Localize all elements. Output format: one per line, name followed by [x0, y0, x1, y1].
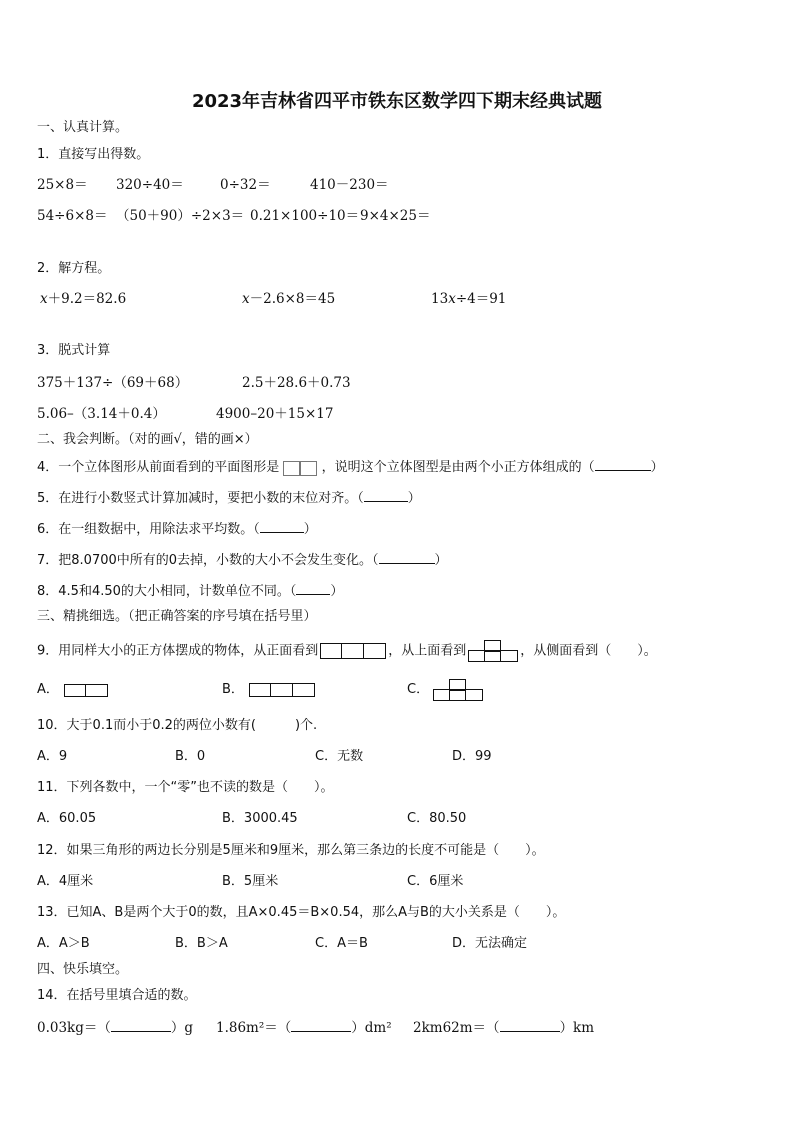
question-4	[37, 457, 664, 477]
coefficient: 13	[431, 291, 449, 307]
option-a[interactable]: A．	[37, 682, 59, 697]
fill-item-suffix: ）dm²	[351, 1020, 392, 1036]
answer-blank[interactable]	[379, 550, 435, 564]
equation-3	[431, 290, 506, 308]
step-calc-item: 375＋137÷（69＋68）	[37, 375, 189, 391]
answer-blank[interactable]	[595, 457, 651, 471]
fill-item-prefix: 0.03kg＝（	[37, 1020, 111, 1036]
answer-blank[interactable]	[296, 581, 330, 595]
option-c[interactable]: C．	[407, 682, 430, 697]
q12-option-a[interactable]: A．4厘米	[37, 874, 94, 889]
question-10: 10．大于0.1而小于0.2的两位小数有( )个.	[37, 718, 318, 733]
question-4-text-a: 4．一个立体图形从前面看到的平面图形是	[37, 460, 280, 475]
section-3-heading: 三、精挑细选。（把正确答案的序号填在括号里）	[37, 609, 317, 624]
equation-rest: －2.6×8＝45	[249, 291, 336, 307]
section-2-heading: 二、我会判断。（对的画√，错的画×）	[37, 432, 258, 447]
top-view-figure	[468, 640, 518, 662]
answer-blank[interactable]	[500, 1018, 560, 1032]
question-6-close: ）	[303, 522, 317, 537]
calc-item: 320÷40＝	[116, 177, 184, 193]
calc-item: （50＋90）÷2×3＝	[116, 208, 245, 224]
calc-item: 9×4×25＝	[360, 208, 431, 224]
fill-item-area	[216, 1018, 392, 1037]
answer-blank[interactable]	[111, 1018, 171, 1032]
variable-x: x	[448, 291, 456, 307]
fill-item-length	[413, 1018, 594, 1037]
variable-x: x	[242, 291, 250, 307]
q11-option-b[interactable]: B．3000.45	[222, 811, 298, 826]
question-6	[37, 519, 317, 539]
q13-option-b[interactable]: B．B＞A	[175, 936, 228, 951]
section-4-heading: 四、快乐填空。	[37, 962, 129, 977]
calc-item: 54÷6×8＝	[37, 208, 108, 224]
question-14: 14．在括号里填合适的数。	[37, 988, 197, 1003]
q11-option-a[interactable]: A．60.05	[37, 811, 97, 826]
q10-option-b[interactable]: B．0	[175, 749, 206, 764]
q10-option-c[interactable]: C．无数	[315, 749, 364, 764]
q10-option-d[interactable]: D．99	[452, 749, 492, 764]
question-9-text-a: 9．用同样大小的正方体摆成的物体，从正面看到	[37, 643, 319, 659]
option-b[interactable]: B．	[222, 682, 244, 697]
step-calc-item: 2.5＋28.6＋0.73	[242, 375, 351, 391]
question-5-close: ）	[407, 491, 421, 506]
variable-x: x	[40, 291, 48, 307]
fill-item-suffix: ）g	[170, 1020, 194, 1036]
calc-item: 25×8＝	[37, 177, 88, 193]
question-6-text: 6．在一组数据中，用除法求平均数。（	[37, 522, 260, 537]
question-4-text-b: ，说明这个立体图型是由两个小正方体组成的（	[321, 460, 595, 475]
option-c-figure	[433, 679, 483, 701]
question-2: 2．解方程。	[37, 261, 111, 276]
fill-item-mass	[37, 1018, 193, 1037]
calc-item: 410－230＝	[310, 177, 389, 193]
equation-rest: ＋9.2＝82.6	[47, 291, 127, 307]
question-12: 12．如果三角形的两边长分别是5厘米和9厘米，那么第三条边的长度不可能是（ ）。	[37, 843, 545, 858]
question-1: 1．直接写出得数。	[37, 147, 150, 162]
q11-option-c[interactable]: C．80.50	[407, 811, 467, 826]
q12-option-b[interactable]: B．5厘米	[222, 874, 279, 889]
equation-2	[242, 290, 335, 308]
question-7	[37, 550, 448, 570]
question-8-close: ）	[330, 584, 344, 599]
q12-option-c[interactable]: C．6厘米	[407, 874, 464, 889]
question-13: 13．已知A、B是两个大于0的数，且A×0.45＝B×0.54，那么A与B的大小关系是（ ）。	[37, 905, 566, 920]
option-b-figure	[249, 683, 315, 697]
q13-option-c[interactable]: C．A＝B	[315, 936, 368, 951]
question-9	[37, 640, 657, 662]
equation-rest: ÷4＝91	[455, 291, 507, 307]
question-11: 11．下列各数中，一个“零”也不读的数是（ ）。	[37, 780, 334, 795]
question-3: 3．脱式计算	[37, 343, 111, 358]
question-5-text: 5．在进行小数竖式计算加减时，要把小数的末位对齐。（	[37, 491, 364, 506]
step-calc-item: 4900–20＋15×17	[216, 406, 334, 422]
question-4-text-c: ）	[650, 460, 664, 475]
option-a-figure	[64, 684, 108, 696]
calc-item: 0÷32＝	[220, 177, 271, 193]
step-calc-item: 5.06–（3.14＋0.4）	[37, 406, 166, 422]
question-5	[37, 488, 421, 508]
fill-item-prefix: 1.86m²＝（	[216, 1020, 292, 1036]
answer-blank[interactable]	[291, 1018, 351, 1032]
two-squares-figure	[283, 461, 317, 475]
question-9-text-b: ，从上面看到	[388, 643, 467, 659]
page-title: 2023年吉林省四平市铁东区数学四下期末经典试题	[191, 91, 603, 112]
calc-item: 0.21×100÷10＝	[250, 208, 360, 224]
equation-1	[40, 290, 126, 308]
answer-blank[interactable]	[364, 488, 408, 502]
front-view-figure	[320, 643, 386, 659]
q10-option-a[interactable]: A．9	[37, 749, 68, 764]
question-9-text-c: ，从侧面看到（ ）。	[520, 643, 657, 659]
q13-option-d[interactable]: D．无法确定	[452, 936, 528, 951]
fill-item-suffix: ）km	[559, 1020, 595, 1036]
question-7-close: ）	[434, 553, 448, 568]
question-8-text: 8．4.5和4.50的大小相同，计数单位不同。（	[37, 584, 297, 599]
question-8	[37, 581, 343, 601]
fill-item-prefix: 2km62m＝（	[413, 1020, 500, 1036]
q13-option-a[interactable]: A．A＞B	[37, 936, 90, 951]
section-1-heading: 一、认真计算。	[37, 120, 129, 135]
question-7-text: 7．把8.0700中所有的0去掉，小数的大小不会发生变化。（	[37, 553, 379, 568]
answer-blank[interactable]	[260, 519, 304, 533]
